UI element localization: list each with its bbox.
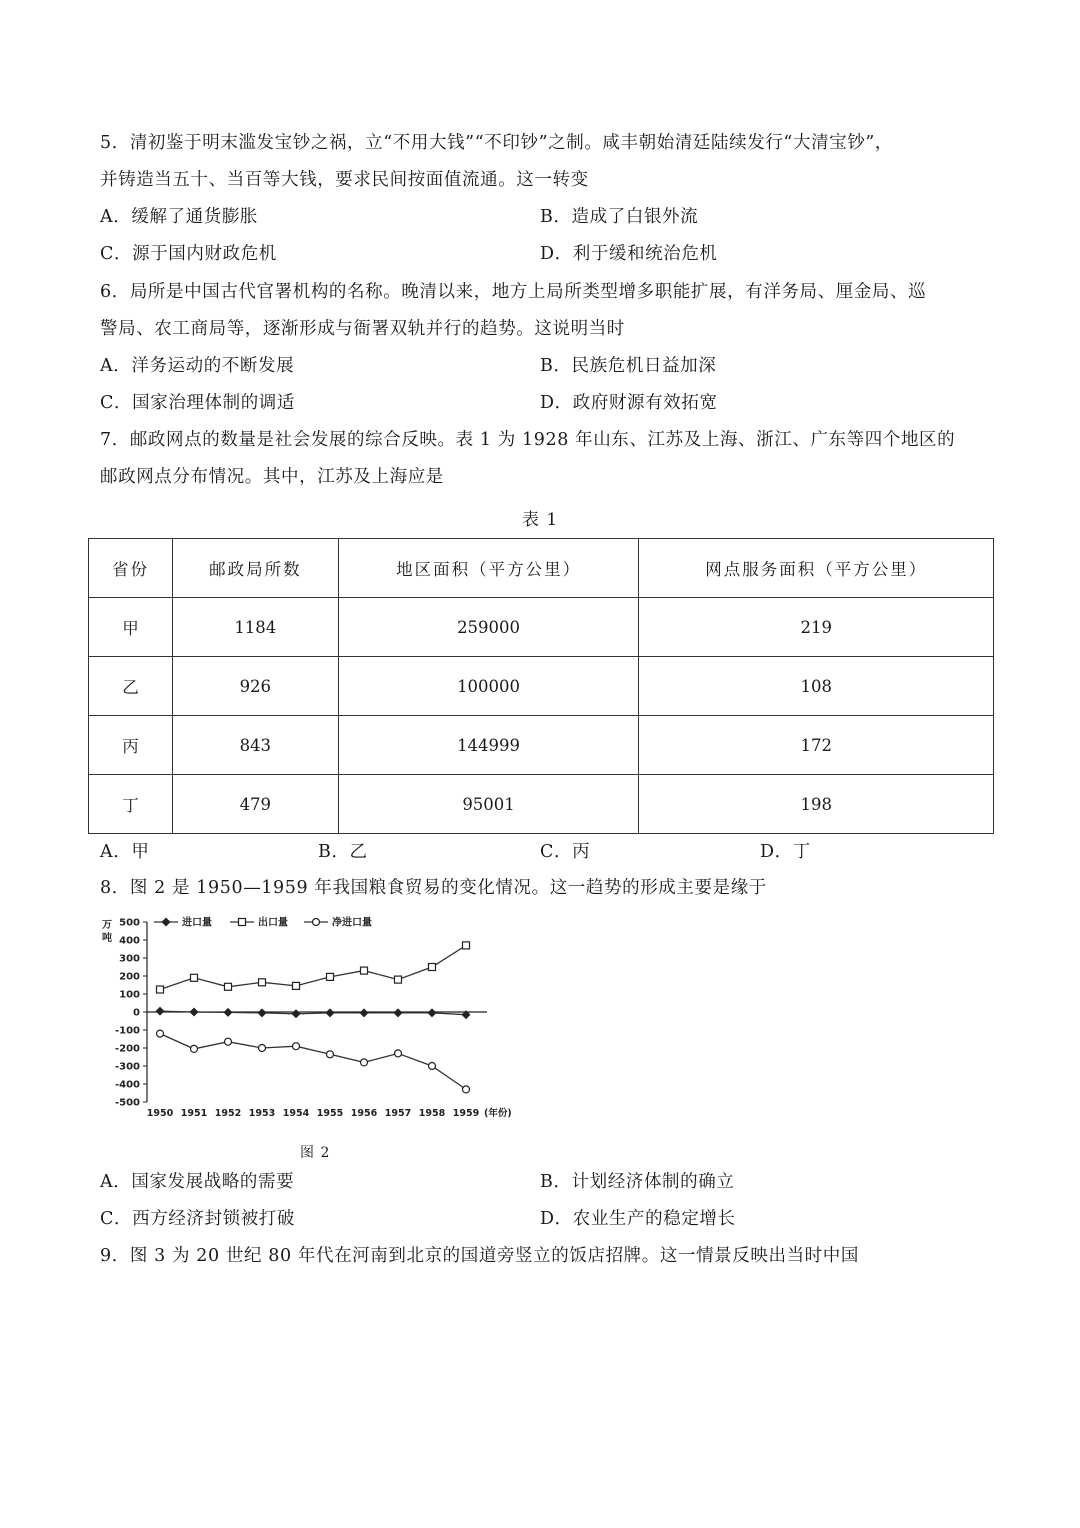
- data-point-1: [327, 973, 334, 980]
- table-cell: 95001: [338, 775, 639, 834]
- q8-option-d: D．农业生产的稳定增长: [540, 1209, 736, 1229]
- q5-option-a: A．缓解了通货膨胀: [100, 207, 259, 227]
- data-point-0: [428, 1008, 437, 1017]
- y-tick-label: 0: [133, 1007, 140, 1019]
- table-cell: 843: [172, 716, 338, 775]
- x-axis-label: (年份): [484, 1108, 512, 1119]
- data-point-0: [326, 1008, 335, 1017]
- header-area: 地区面积（平方公里）: [338, 539, 639, 598]
- data-point-0: [156, 1007, 165, 1016]
- q7-option-a: A．甲: [100, 842, 150, 862]
- header-office-count: 邮政局所数: [172, 539, 338, 598]
- data-point-1: [361, 967, 368, 974]
- series-line-1: [160, 945, 466, 989]
- q9-stem-line1: 9．图 3 为 20 世纪 80 年代在河南到北京的国道旁竖立的饭店招牌。这一情景反映出当时中国: [100, 1246, 859, 1266]
- q7-stem-line1: 7．邮政网点的数量是社会发展的综合反映。表 1 为 1928 年山东、江苏及上海、浙江、广东等四个地区的: [100, 430, 956, 450]
- q8-option-a: A．国家发展战略的需要: [100, 1172, 295, 1192]
- table-cell: 259000: [338, 598, 639, 657]
- table-row: [89, 598, 994, 657]
- y-tick-label: 200: [119, 971, 140, 983]
- data-point-2: [463, 1086, 470, 1093]
- q8-stem-line1: 8．图 2 是 1950—1959 年我国粮食贸易的变化情况。这一趋势的形成主要是缘于: [100, 878, 767, 898]
- y-axis-label: 万: [102, 920, 112, 931]
- data-point-0: [394, 1008, 403, 1017]
- data-point-1: [395, 976, 402, 983]
- data-point-0: [258, 1008, 267, 1017]
- header-province: 省份: [89, 539, 173, 598]
- q5-option-b: B．造成了白银外流: [540, 207, 699, 227]
- x-tick-label: 1954: [282, 1108, 310, 1119]
- table-cell: 1184: [172, 598, 338, 657]
- q8-option-c: C．西方经济封锁被打破: [100, 1209, 295, 1229]
- data-point-1: [191, 974, 198, 981]
- data-point-1: [463, 942, 470, 949]
- data-point-0: [292, 1009, 301, 1018]
- table-cell: 108: [639, 657, 994, 716]
- table-cell: 144999: [338, 716, 639, 775]
- y-tick-label: -100: [114, 1025, 140, 1037]
- data-point-2: [157, 1030, 164, 1037]
- x-tick-label: 1951: [180, 1108, 208, 1119]
- data-point-1: [225, 983, 232, 990]
- legend-marker: [313, 919, 320, 926]
- legend-label: 出口量: [258, 917, 288, 929]
- table-row: [89, 775, 994, 834]
- y-tick-label: 100: [119, 989, 140, 1001]
- y-tick-label: -500: [114, 1097, 140, 1109]
- table-cell: 219: [639, 598, 994, 657]
- q7-stem-line2: 邮政网点分布情况。其中，江苏及上海应是: [100, 467, 444, 487]
- grain-trade-chart: [92, 906, 522, 1166]
- table-cell: 479: [172, 775, 338, 834]
- table-row: [89, 657, 994, 716]
- series-line-2: [160, 1034, 466, 1090]
- data-point-2: [429, 1063, 436, 1070]
- q6-option-d: D．政府财源有效拓宽: [540, 393, 718, 413]
- legend-label: 进口量: [182, 917, 212, 929]
- y-tick-label: -400: [114, 1079, 140, 1091]
- table-cell: 丙: [89, 716, 173, 775]
- q5-option-c: C．源于国内财政危机: [100, 244, 277, 264]
- y-tick-label: 400: [119, 935, 140, 947]
- x-tick-label: 1953: [248, 1108, 276, 1119]
- data-point-0: [360, 1008, 369, 1017]
- x-tick-label: 1956: [350, 1108, 378, 1119]
- data-point-1: [429, 964, 436, 971]
- data-point-2: [225, 1038, 232, 1045]
- data-point-2: [259, 1045, 266, 1052]
- q6-option-b: B．民族危机日益加深: [540, 356, 717, 376]
- q7-option-b: B．乙: [318, 842, 368, 862]
- legend-marker: [239, 919, 246, 926]
- figure-caption: 图 2: [300, 1145, 331, 1161]
- header-service-area: 网点服务面积（平方公里）: [639, 539, 994, 598]
- table-cell: 丁: [89, 775, 173, 834]
- q7-option-c: C．丙: [540, 842, 591, 862]
- x-tick-label: 1959: [452, 1108, 480, 1119]
- q5-stem-line1: 5．清初鉴于明末滥发宝钞之祸，立“不用大钱”“不印钞”之制。咸丰朝始清廷陆续发行“大清宝钞”，: [100, 133, 894, 153]
- x-tick-label: 1957: [384, 1108, 412, 1119]
- table-caption: 表 1: [522, 510, 559, 530]
- y-tick-label: 500: [119, 917, 140, 929]
- table-cell: 198: [639, 775, 994, 834]
- q6-stem-line1: 6．局所是中国古代官署机构的名称。晚清以来，地方上局所类型增多职能扩展，有洋务局、厘金局、巡: [100, 282, 927, 302]
- table-cell: 乙: [89, 657, 173, 716]
- data-point-1: [259, 979, 266, 986]
- q6-option-c: C．国家治理体制的调适: [100, 393, 295, 413]
- data-point-0: [224, 1008, 233, 1017]
- y-tick-label: -200: [114, 1043, 140, 1055]
- q6-option-a: A．洋务运动的不断发展: [100, 356, 295, 376]
- table-row: [89, 716, 994, 775]
- data-point-0: [190, 1008, 199, 1017]
- legend-label: 净进口量: [332, 917, 372, 929]
- data-point-2: [361, 1059, 368, 1066]
- y-axis-label: 吨: [102, 933, 112, 944]
- x-tick-label: 1950: [146, 1108, 174, 1119]
- x-tick-label: 1955: [316, 1108, 344, 1119]
- x-tick-label: 1952: [214, 1108, 242, 1119]
- data-point-2: [191, 1045, 198, 1052]
- x-tick-label: 1958: [418, 1108, 446, 1119]
- data-point-2: [395, 1050, 402, 1057]
- q6-stem-line2: 警局、农工商局等，逐渐形成与衙署双轨并行的趋势。这说明当时: [100, 319, 625, 339]
- data-point-1: [293, 982, 300, 989]
- q8-option-b: B．计划经济体制的确立: [540, 1172, 735, 1192]
- data-point-2: [327, 1051, 334, 1058]
- q7-option-d: D．丁: [760, 842, 811, 862]
- post-office-table: [88, 538, 994, 834]
- q5-option-d: D．利于缓和统治危机: [540, 244, 718, 264]
- data-point-1: [157, 986, 164, 993]
- legend-marker: [162, 918, 171, 927]
- table-header-row: [89, 539, 994, 598]
- q5-stem-line2: 并铸造当五十、当百等大钱，要求民间按面值流通。这一转变: [100, 170, 589, 190]
- table-cell: 甲: [89, 598, 173, 657]
- table-cell: 100000: [338, 657, 639, 716]
- table-cell: 926: [172, 657, 338, 716]
- table-cell: 172: [639, 716, 994, 775]
- data-point-2: [293, 1043, 300, 1050]
- y-tick-label: 300: [119, 953, 140, 965]
- y-tick-label: -300: [114, 1061, 140, 1073]
